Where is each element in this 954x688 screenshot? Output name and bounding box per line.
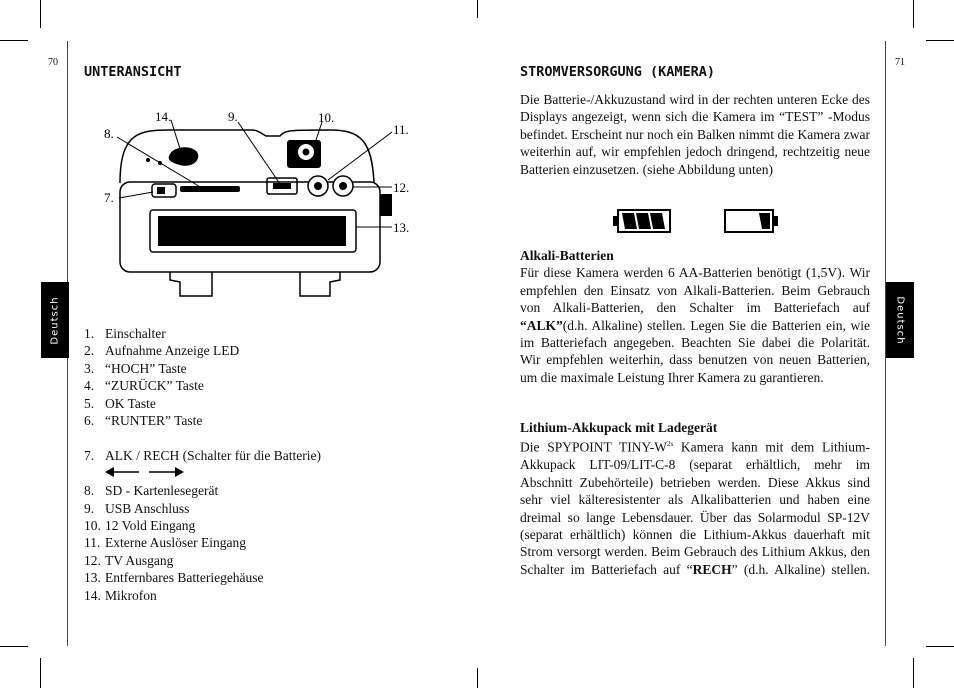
legend-item: 2. Aufnahme Anzeige LED [84,343,240,359]
alkali-section [520,247,870,386]
legend-item: 13. Entfernbares Batteriegehäuse [84,570,264,586]
legend-item: 7. ALK / RECH (Schalter für die Batterie) [84,447,321,463]
crop-mark [40,658,41,688]
battery-full-icon [612,209,672,233]
legend-item: 4. “ZURÜCK” Taste [84,378,204,394]
legend-item: 10. 12 Vold Eingang [84,518,196,534]
callout-10: 10. [318,110,335,125]
crop-mark [0,646,28,647]
legend-item: 11. Externe Auslöser Eingang [84,535,246,551]
page-number-right: 71 [895,57,905,68]
legend-item: 1. Einschalter [84,326,166,341]
crop-mark [0,40,28,41]
language-tab-left: Deutsch [41,282,69,358]
callout-14: 14. [155,109,172,124]
legend-item: 3. “HOCH” Taste [84,360,187,376]
left-heading: UNTERANSICHT [84,64,182,80]
legend-item: 12. TV Ausgang [84,552,174,568]
language-tab-right: Deutsch [886,282,914,358]
legend-item: 8. SD - Kartenlesegerät [84,483,219,499]
legend-item: 9. USB Anschluss [84,500,190,516]
battery-tray [158,216,346,246]
lithium-title: Lithium-Akkupack mit Ladegerät [520,420,718,435]
microphone [169,147,199,166]
callout-9: 9. [228,109,238,124]
camera-bottom-diagram [95,105,415,305]
callout-13: 13. [393,220,410,235]
lithium-paragraph: Die SPYPOINT TINY-$W^{2s}$ Kamera kann mit dem Lithium-Akkupack LIT-09/LIT-C-8 (separat erhältlich, mehr im Abschnitt Zubehörteile) betrieben werden. Diese Akkus sind sehr viel kälteresistenter als Alkalibatterien und haben eine dreimal so lange Lebensdauer. Über das Solarmodul SP-12V (separat erhältlich) können die Lithium-Akkus dauerhaft mit Strom versorgt werden. Beim Gebrauch des Lithium Akkus, den Schalter im Batteriefach auf “RECH” (d.h. Alkaline) stellen. [520,439,871,577]
lithium-section [520,419,870,578]
led-dot [146,158,150,162]
callout-8: 8. [104,126,114,141]
crop-mark [926,646,954,647]
switch-direction-arrows [84,464,321,482]
crop-mark [913,0,914,28]
callout-7: 7. [104,190,114,205]
page-number-left: 70 [48,57,58,68]
parts-legend [84,325,321,604]
crop-mark [913,658,914,688]
legend-item: 14. Mikrofon [84,587,157,603]
alkali-paragraph: Für diese Kamera werden 6 AA-Batterien benötigt (1,5V). Wir empfehlen den Einsatz von Alkali-Batterien. Beim Gebrauch von Alkali-Batterien, den Schalter im Batteriefach auf “ALK”(d.h. Alkaline) stellen. Legen Sie die Batterien ein, wie im Batteriefach angegeben. Beachten Sie dabei die Polarität. Wir empfehlen weiterhin, dass benutzen von neuen Batterien, um die maximale Leistung Ihrer Kamera zu garantieren. [520,265,870,385]
crop-mark [926,40,954,41]
legend-item: 5. OK Taste [84,395,156,411]
intro-paragraph: Die Batterie-/Akkuzustand wird in der rechten unteren Ecke des Displays angezeigt, wenn sich die Kamera im “TEST” -Modus befindet. Erscheint nur noch ein Balken nimmt die Kamera zwar weiterhin auf, wir empfehlen jedoch dringend, rechtzeitig neue Batterien einzusetzen. (siehe Abbildung unten) [520,92,870,177]
crop-mark [40,0,41,28]
alkali-title: Alkali-Batterien [520,248,614,263]
callout-11: 11. [393,122,409,137]
crop-mark [477,668,478,688]
usb-port [273,183,291,189]
crop-mark [477,0,478,18]
right-heading: STROMVERSORGUNG (KAMERA) [520,64,716,80]
battery-low-icon [724,209,780,233]
legend-item: 6. “RUNTER” Taste [84,413,203,429]
sd-slot [180,186,240,192]
callout-12: 12. [393,180,410,195]
